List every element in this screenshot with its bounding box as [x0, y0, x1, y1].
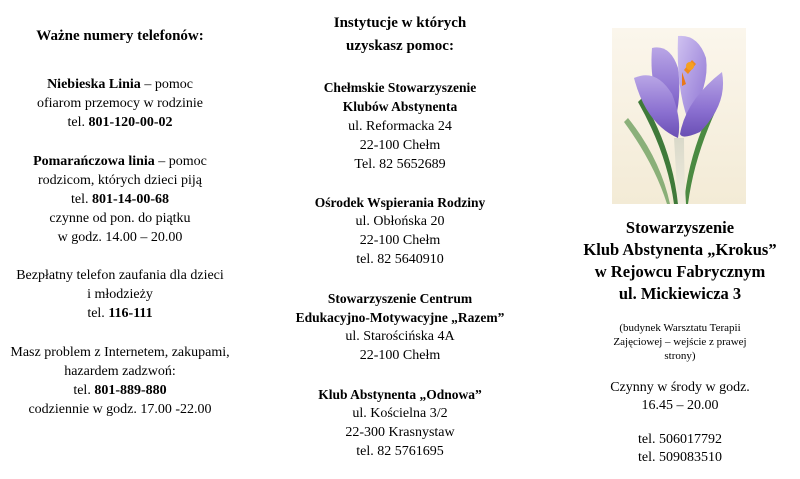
niebieska-name: Niebieska Linia [47, 77, 141, 92]
club-name-1: Stowarzyszenie [625, 218, 735, 237]
institution-2-tel: tel. 82 5640910 [356, 252, 444, 267]
niebieska-desc1: – pomoc [140, 77, 193, 92]
zaufania-tel-line [0, 306, 240, 323]
internet-tel-prefix: tel. [73, 383, 95, 398]
institution-1-name2: Klubów Abstynenta [342, 99, 458, 114]
institution-4-tel: tel. 82 5761695 [356, 444, 444, 459]
niebieska-tel-prefix: tel. [67, 115, 89, 130]
pomaranczowa-hours1: czynne od pon. do piątku [49, 211, 191, 226]
club-note-3: strony) [664, 350, 696, 362]
institution-1-street: ul. Reformacka 24 [348, 119, 452, 134]
zaufania-tel-prefix: tel. [87, 306, 109, 321]
internet-hours: codziennie w godz. 17.00 -22.00 [28, 402, 212, 417]
institution-1-city: 22-100 Chełm [359, 138, 441, 153]
crocus-flower-photo [612, 28, 746, 204]
club-open-1: Czynny w środy w godz. [610, 380, 750, 395]
institution-3-name1: Stowarzyszenie Centrum [327, 291, 473, 306]
niebieska-line-1 [0, 77, 240, 94]
club-note-1: (budynek Warsztatu Terapii [619, 322, 741, 334]
internet-tel-line [0, 383, 240, 400]
zaufania-line1: Bezpłatny telefon zaufania dla dzieci [16, 268, 224, 283]
club-tel-2: tel. 509083510 [638, 450, 722, 465]
pomaranczowa-tel-prefix: tel. [71, 192, 92, 207]
club-name-3: w Rejowcu Fabrycznym [594, 262, 766, 281]
internet-tel: 801-889-880 [94, 383, 167, 398]
internet-line2: hazardem zadzwoń: [64, 364, 176, 379]
club-note-2: Zajęciowej – wejście z prawej [613, 336, 747, 348]
institution-4-city: 22-300 Krasnystaw [345, 425, 455, 440]
phones-heading: Ważne numery telefonów: [36, 28, 204, 44]
institution-4-name1: Klub Abstynenta „Odnowa” [318, 387, 482, 402]
pomaranczowa-desc2: rodzicom, których dzieci piją [37, 173, 203, 188]
pomaranczowa-hours2: w godz. 14.00 – 20.00 [57, 230, 183, 245]
institutions-heading-2: uzyskasz pomoc: [346, 38, 454, 54]
pomaranczowa-line-1 [0, 154, 240, 171]
institution-3-city: 22-100 Chełm [359, 348, 441, 363]
niebieska-tel: 801-120-00-02 [88, 115, 173, 130]
institution-1-tel: Tel. 82 5652689 [354, 157, 446, 172]
institution-2-city: 22-100 Chełm [359, 233, 441, 248]
club-open-2: 16.45 – 20.00 [641, 398, 719, 413]
niebieska-tel-line [0, 115, 240, 132]
institution-2-street: ul. Obłońska 20 [355, 214, 445, 229]
club-tel-1: tel. 506017792 [638, 432, 722, 447]
institution-3-street: ul. Starościńska 4A [345, 329, 455, 344]
club-name-2: Klub Abstynenta „Krokus” [583, 240, 777, 259]
institution-4-street: ul. Kościelna 3/2 [352, 406, 448, 421]
pomaranczowa-tel-line [0, 192, 240, 209]
institution-3-name2: Edukacyjno-Motywacyjne „Razem” [295, 310, 505, 325]
zaufania-line2: i młodzieży [87, 287, 153, 302]
club-address: ul. Mickiewicza 3 [618, 284, 742, 303]
internet-line1: Masz problem z Internetem, zakupami, [10, 345, 230, 360]
zaufania-tel: 116-111 [108, 306, 153, 321]
pomaranczowa-name: Pomarańczowa linia [33, 154, 155, 169]
institution-2-name1: Ośrodek Wspierania Rodziny [314, 195, 486, 210]
niebieska-desc2: ofiarom przemocy w rodzinie [37, 96, 203, 111]
pomaranczowa-desc1: – pomoc [154, 154, 207, 169]
institutions-heading-1: Instytucje w których [333, 15, 467, 31]
pomaranczowa-tel: 801-14-00-68 [92, 192, 169, 207]
institution-1-name1: Chełmskie Stowarzyszenie [323, 80, 477, 95]
